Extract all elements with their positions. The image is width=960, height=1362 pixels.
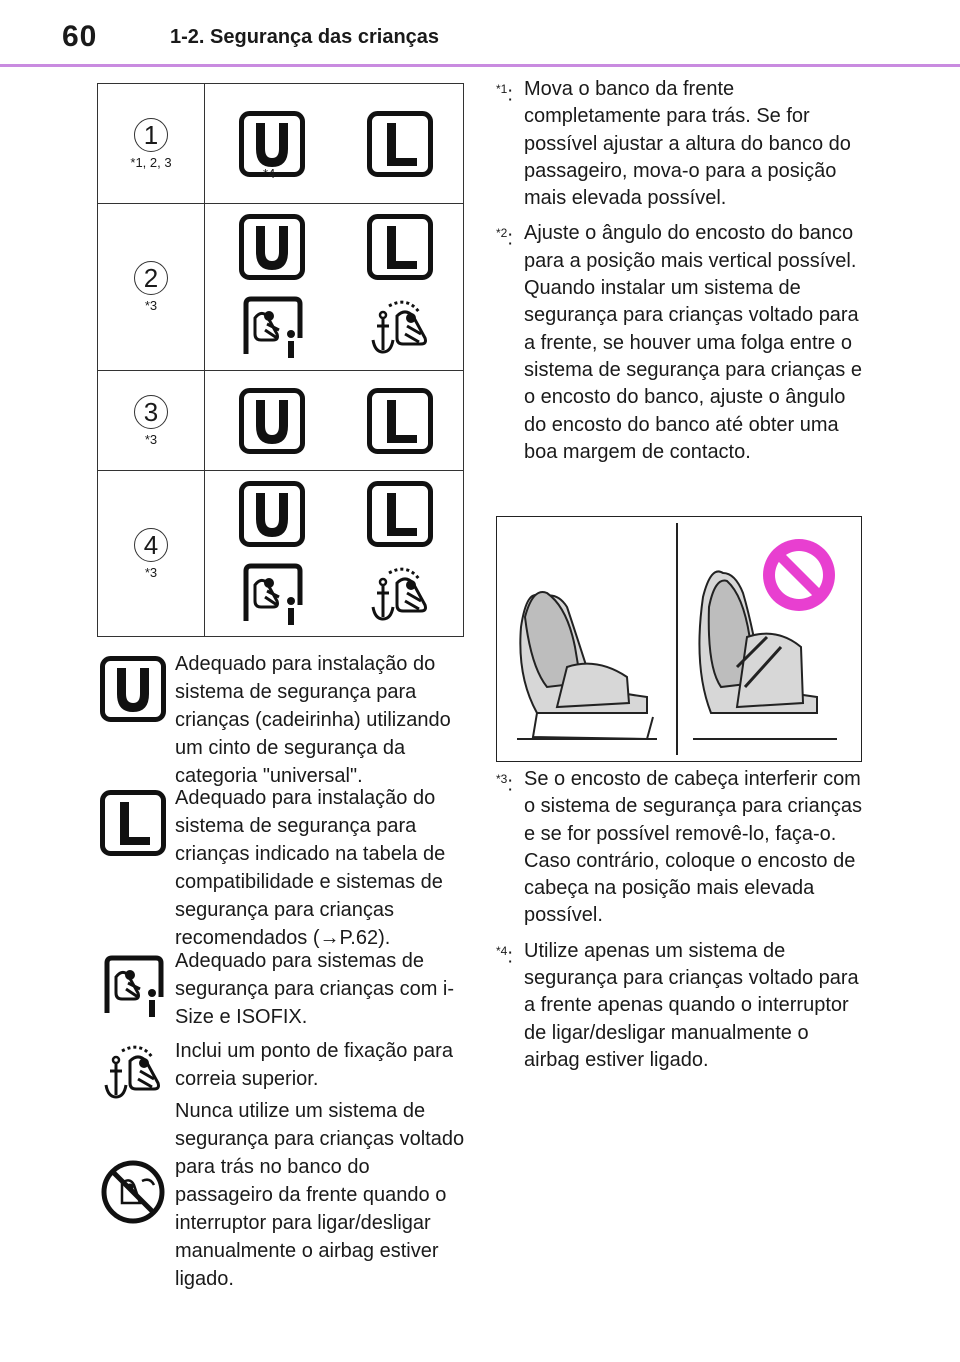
l-symbol-icon xyxy=(367,388,433,454)
footnote xyxy=(496,220,866,466)
footnotes xyxy=(496,76,866,466)
footnote-mark: $^{*2}$: xyxy=(496,226,513,251)
l-symbol-icon xyxy=(100,790,166,856)
footnote-text: Caso contrário, coloque o encosto de cabeça na posição mais elevada possível. xyxy=(524,849,856,927)
row-number-cell xyxy=(98,371,205,471)
footnote xyxy=(496,76,866,212)
header-rule xyxy=(0,64,960,67)
legend-text: Adequado para instalação do sistema de segurança para crianças indicado na tabela de compatibilidade e sistemas de segurança para crianças recomendados (→P.62). xyxy=(175,787,446,949)
row-note: *3 xyxy=(144,431,158,447)
table-row xyxy=(98,204,464,371)
top-tether-seat-icon xyxy=(367,561,433,627)
top-tether-seat-icon xyxy=(367,294,433,360)
row-note: *3 xyxy=(144,564,158,580)
footnote-text: Ajuste o ângulo do encosto do banco para a posição mais vertical possível. Quando instalar um sistema de segurança para crianças voltado para a frente, se houver uma folga entre o sistema de segurança para crianças e o encosto do banco, ajuste o ângulo do encosto do banco até obter uma boa margem de contacto. xyxy=(524,222,862,463)
row-icons-cell xyxy=(205,371,464,471)
row-icons-cell xyxy=(205,84,464,204)
u-symbol-icon xyxy=(239,214,305,280)
u-symbol-icon xyxy=(239,388,305,454)
icon-note: *4 xyxy=(263,166,276,181)
seat-angle-illustration xyxy=(496,516,862,762)
row-number-cell xyxy=(98,471,205,637)
footnote-mark: $^{*1}$: xyxy=(496,82,513,106)
u-symbol-icon xyxy=(239,481,305,547)
l-symbol-icon xyxy=(367,111,433,177)
legend-text: Inclui um ponto de fixação para correia superior. xyxy=(175,1040,453,1090)
u-symbol-icon xyxy=(100,656,166,722)
row-number-cell xyxy=(98,204,205,371)
table-row xyxy=(98,371,464,471)
footnote-mark: $^{*3}$: xyxy=(496,772,513,796)
legend-text: Adequado para instalação do sistema de segurança para crianças (cadeirinha) utilizando um cinto de segurança da categoria "universal". xyxy=(175,653,451,787)
correct-seat-illustration xyxy=(517,592,657,739)
footnote xyxy=(496,766,866,930)
legend-text: Adequado para sistemas de segurança para crianças com i-Size e ISOFIX. xyxy=(175,950,455,1028)
row-note: *3 xyxy=(144,298,158,313)
row-icons-cell xyxy=(205,204,464,371)
row-note: *1, 2, 3 xyxy=(130,154,172,170)
legend-text: Nunca utilize um sistema de segurança para crianças voltado para trás no banco do passageiro da frente quando o interruptor para ligar/desligar manualmente o airbag estiver ligado. xyxy=(175,1100,465,1290)
no-rear-facing-seat-icon xyxy=(100,1159,166,1225)
compatibility-table xyxy=(97,83,464,637)
isize-seat-icon xyxy=(100,953,166,1019)
section-title: 1-2. Segurança das crianças xyxy=(170,26,440,48)
isize-seat-icon xyxy=(239,561,305,627)
page-number: 60 xyxy=(62,20,98,53)
table-row xyxy=(98,84,464,204)
footnote-text: Utilize apenas um sistema de segurança para crianças voltado para a frente apenas quando o interruptor de ligar/desligar manualmente o airbag estiver ligado. xyxy=(524,939,859,1071)
row-number: 2 xyxy=(134,261,168,295)
row-number: 4 xyxy=(134,528,168,562)
footnote-text: Mova o banco da frente completamente para trás. Se for possível ajustar a altura do banco do passageiro, mova-o para a posição mais elevada possível. xyxy=(524,78,851,210)
row-icons-cell xyxy=(205,471,464,637)
l-symbol-icon xyxy=(367,481,433,547)
top-tether-seat-icon xyxy=(100,1039,166,1105)
row-number: 1 xyxy=(134,118,168,152)
footnotes-continued xyxy=(496,766,866,1074)
isize-seat-icon xyxy=(239,294,305,360)
prohibited-icon xyxy=(763,539,835,611)
table-row xyxy=(98,471,464,637)
row-number-cell xyxy=(98,84,205,204)
footnote xyxy=(496,938,866,1074)
l-symbol-icon xyxy=(367,214,433,280)
footnote-text: Se o encosto de cabeça interferir com o sistema de segurança para crianças e se for possível removê-lo, faça-o. xyxy=(524,768,862,845)
page-header xyxy=(0,0,960,66)
footnote-mark: $^{*4}$: xyxy=(496,943,513,968)
row-number: 3 xyxy=(134,395,168,429)
